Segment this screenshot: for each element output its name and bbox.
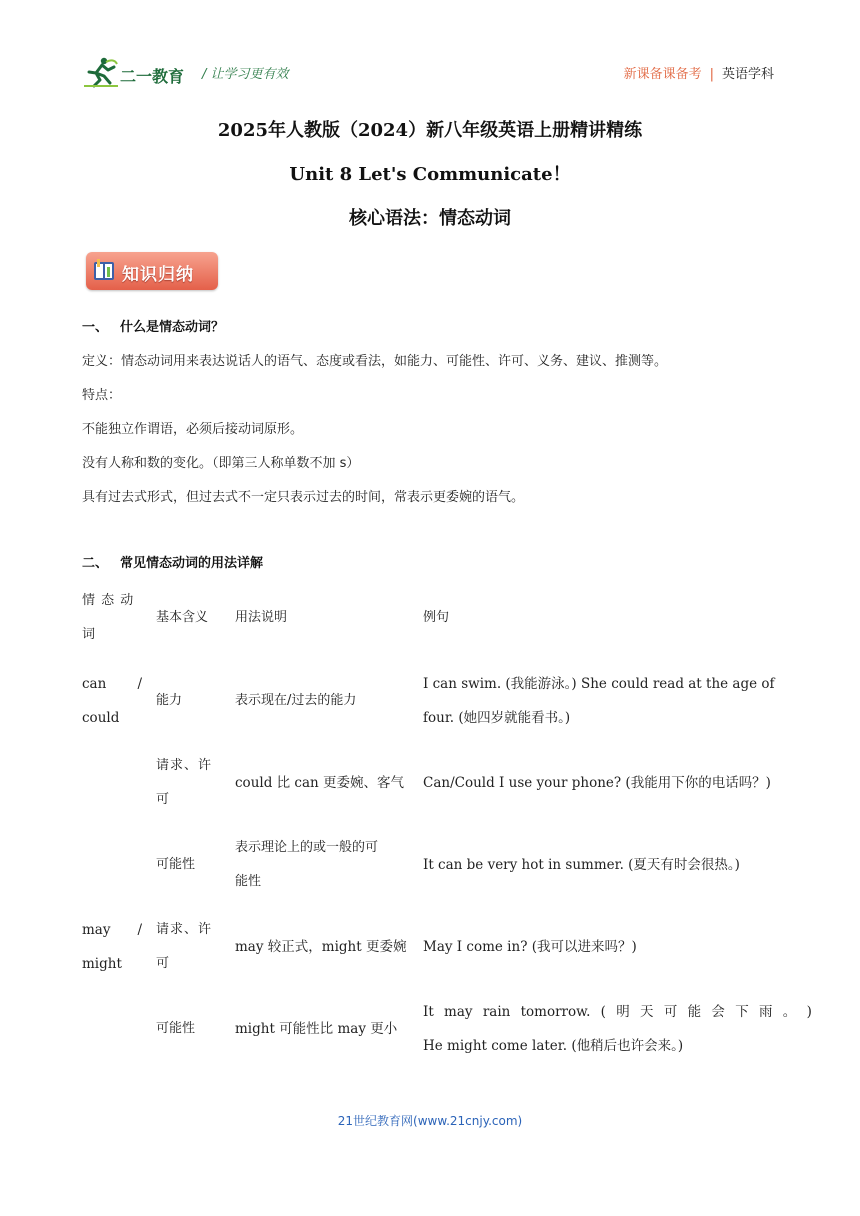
usage-cell: may 较正式，might 更委婉	[235, 939, 407, 955]
modal-slash: /	[137, 676, 142, 692]
example-cell-cont: He might come later. (他稍后也许会来。)	[423, 1038, 684, 1054]
usage-cell: 表示理论上的或一般的可	[235, 840, 379, 855]
header-separator: |	[709, 67, 714, 82]
header-example: 例句	[423, 610, 450, 625]
usage-cell: might 可能性比 may 更小	[235, 1021, 398, 1037]
example-cell: It can be very hot in summer. (夏天有时会很热。)	[423, 857, 740, 873]
section-1-title: 什么是情态动词？	[120, 320, 225, 335]
modal-word-alt: might	[82, 956, 122, 972]
logo	[84, 56, 192, 88]
section-2-title: 常见情态动词的用法详解	[120, 556, 264, 571]
section-1-heading	[82, 316, 224, 335]
running-man-logo-icon	[84, 56, 118, 88]
usage-cell-cont: 能性	[235, 874, 262, 889]
header-right	[624, 63, 774, 82]
features-label: 特点：	[82, 388, 122, 403]
modal-word-alt: could	[82, 710, 120, 726]
header-meaning: 基本含义	[156, 610, 209, 625]
book-icon	[92, 258, 116, 284]
meaning-cell: 请求、许	[156, 758, 213, 773]
modal-cell	[82, 667, 142, 701]
page-footer: 21世纪教育网(www.21cnjy.com)	[337, 1114, 523, 1128]
meaning-cell-cont: 可	[156, 956, 170, 971]
meaning-cell: 可能性	[156, 857, 196, 872]
definition-text: 定义：情态动词用来表达说话人的语气、态度或看法，如能力、可能性、许可、义务、建议、推测等。	[82, 354, 668, 369]
page-header	[84, 56, 774, 92]
example-cell: It may rain tomorrow. ( 明 天 可 能 会 下 雨 。 )	[423, 1004, 812, 1020]
example-cell: I can swim. (我能游泳。) She could read at the age of	[423, 676, 775, 692]
meaning-cell: 请求、许	[156, 922, 213, 937]
section-2-heading	[82, 552, 263, 571]
header-modal: 情 态 动	[82, 593, 135, 608]
usage-cell: could 比 can 更委婉、客气	[235, 775, 405, 791]
modal-word: can	[82, 676, 107, 692]
document-title: 2025年人教版（2024）新八年级英语上册精讲精练	[217, 120, 643, 141]
logo-text: 二一教育	[120, 67, 185, 86]
example-cell-cont: four. (她四岁就能看书。)	[423, 710, 571, 726]
unit-title: Unit 8 Let's Communicate！	[289, 164, 571, 185]
modal-word: may	[82, 922, 111, 938]
header-modal-cont: 词	[82, 627, 96, 642]
usage-cell: 表示现在/过去的能力	[235, 693, 357, 708]
modal-cell	[82, 913, 142, 947]
feature-item: 不能独立作谓语，必须后接动词原形。	[82, 422, 304, 437]
header-usage: 用法说明	[235, 610, 288, 625]
meaning-cell: 能力	[156, 693, 183, 708]
knowledge-badge	[86, 252, 218, 290]
grammar-title: 核心语法：情态动词	[349, 208, 511, 229]
badge-label: 知识归纳	[122, 265, 194, 285]
example-cell: May I come in? (我可以进来吗？)	[423, 939, 637, 955]
section-2-number: 二、	[82, 556, 109, 571]
modal-slash: /	[137, 922, 142, 938]
example-cell: Can/Could I use your phone? (我能用下你的电话吗？)	[423, 775, 771, 791]
meaning-cell-cont: 可	[156, 792, 170, 807]
slogan: / 让学习更有效	[202, 67, 289, 82]
header-subject: 英语学科	[721, 67, 774, 82]
feature-item: 没有人称和数的变化。（即第三人称单数不加 s）	[82, 456, 360, 471]
header-tag: 新课备课备考	[623, 67, 702, 82]
section-1-number: 一、	[82, 320, 109, 335]
meaning-cell: 可能性	[156, 1021, 196, 1036]
feature-item: 具有过去式形式，但过去式不一定只表示过去的时间，常表示更委婉的语气。	[82, 490, 525, 505]
